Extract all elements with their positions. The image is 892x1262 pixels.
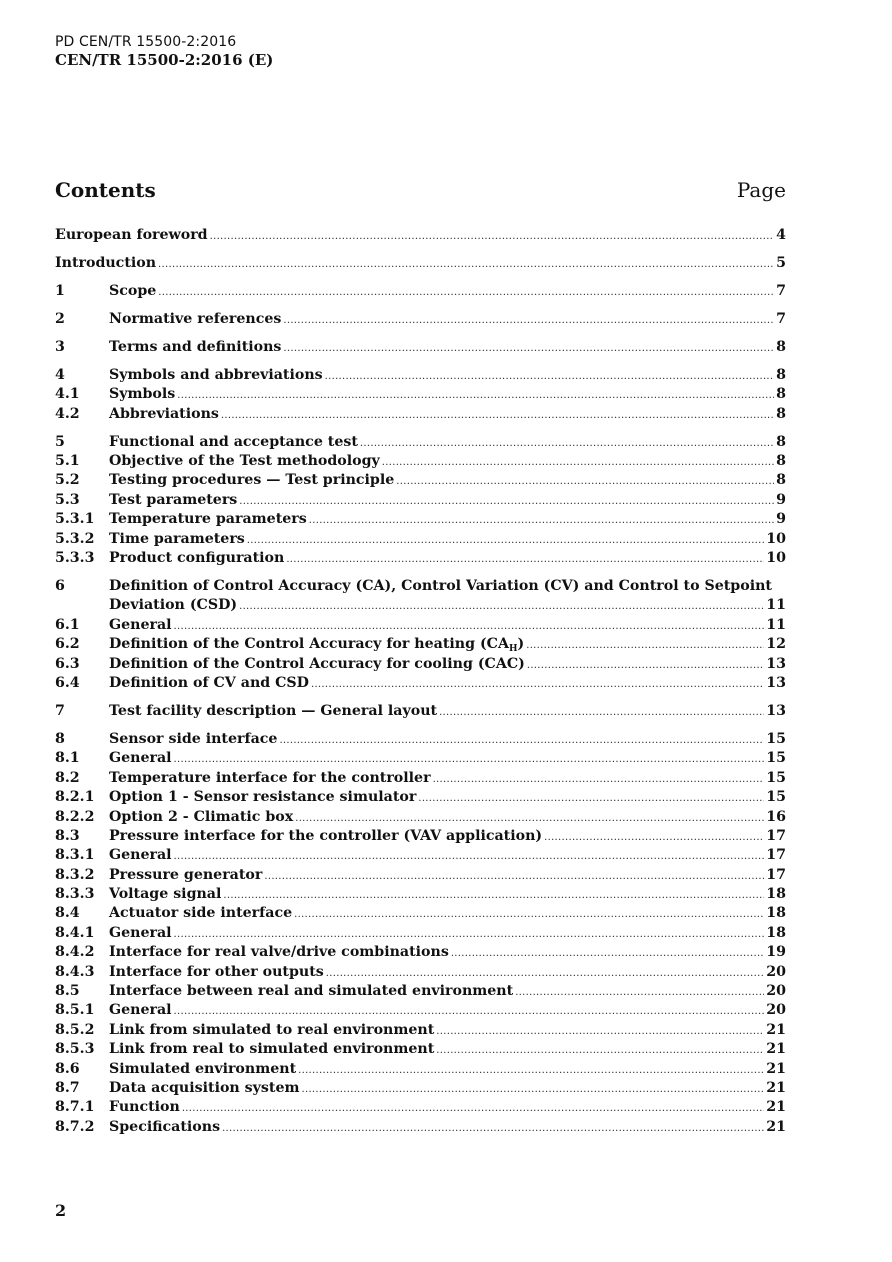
toc-entry-number: 4.2	[55, 405, 80, 422]
dot-leader	[418, 789, 764, 808]
toc-entry-number: 8.4.1	[55, 924, 95, 941]
toc-entry[interactable]	[55, 254, 786, 273]
toc-entry[interactable]	[55, 616, 786, 635]
toc-entry-number: 8.5	[55, 983, 80, 1000]
toc-entry-page: 8	[776, 472, 786, 489]
toc-entry-title: Voltage signal	[109, 886, 222, 903]
toc-entry-page: 8	[776, 405, 786, 422]
toc-entry-page: 21	[766, 1041, 786, 1058]
document-id-header-en: CEN/TR 15500-2:2016 (E)	[55, 51, 274, 69]
toc-entry-page: 17	[766, 847, 786, 864]
toc-entry-page: 15	[766, 789, 786, 806]
dot-leader	[295, 809, 764, 828]
toc-entry[interactable]	[55, 749, 786, 768]
toc-entry-number: 5.3	[55, 491, 80, 508]
toc-entry[interactable]	[55, 846, 786, 865]
dot-leader	[279, 731, 764, 750]
toc-entry[interactable]	[55, 338, 786, 357]
document-id-header: PD CEN/TR 15500-2:2016	[55, 34, 237, 50]
toc-entry-page: 21	[766, 1060, 786, 1077]
dot-leader	[433, 770, 765, 789]
toc-entry-number: 8.1	[55, 750, 80, 767]
toc-entry-number: 8	[55, 730, 65, 747]
toc-entry-number: 6.3	[55, 655, 80, 672]
dot-leader	[222, 1119, 764, 1138]
toc-entry-number: 1	[55, 282, 65, 299]
toc-entry-title: Option 2 - Climatic box	[109, 808, 294, 825]
toc-entry-title: Definition of the Control Accuracy for heating $(CA_H)$	[109, 636, 525, 655]
toc-entry[interactable]	[55, 549, 786, 568]
dot-leader	[158, 255, 774, 274]
toc-entry-number: 8.3.3	[55, 886, 95, 903]
toc-entry-title: Functional and acceptance test	[109, 433, 358, 450]
toc-entry-title-continuation: Deviation (CSD)	[109, 597, 238, 614]
toc-entry-page: 21	[766, 1079, 786, 1096]
dot-leader	[326, 964, 764, 983]
toc-entry-page: 8	[776, 386, 786, 403]
dot-leader	[294, 905, 764, 924]
toc-entry-number: 6.4	[55, 674, 80, 691]
dot-leader	[436, 1022, 764, 1041]
dot-leader	[158, 283, 774, 302]
toc-entry-number: 4.1	[55, 386, 80, 403]
toc-entry-title: Link from simulated to real environment	[109, 1021, 435, 1038]
dot-leader	[283, 311, 774, 330]
dot-leader	[177, 386, 774, 405]
toc-entry[interactable]	[55, 827, 786, 846]
toc-entry-number: 8.4	[55, 905, 80, 922]
dot-leader	[283, 339, 774, 358]
toc-entry-title: Link from real to simulated environment	[109, 1041, 435, 1058]
toc-entry-number: 6.1	[55, 616, 80, 633]
contents-heading: Contents	[55, 178, 156, 202]
dot-leader	[396, 472, 774, 491]
dot-leader	[302, 1080, 765, 1099]
dot-leader	[298, 1061, 764, 1080]
toc-entry-title: European foreword	[55, 227, 208, 243]
toc-entry[interactable]	[55, 963, 786, 982]
toc-entry-continuation[interactable]	[55, 596, 786, 615]
toc-entry-page: 20	[766, 1002, 786, 1019]
toc-entry-page: 9	[776, 511, 786, 528]
toc-entry-page: 8	[776, 366, 786, 383]
toc-entry-title: Interface for real valve/drive combinations	[109, 944, 449, 961]
dot-leader	[451, 944, 764, 963]
toc-entry-page: 4	[776, 227, 786, 243]
dot-leader	[286, 550, 764, 569]
toc-entry-page: 15	[766, 750, 786, 767]
toc-entry-page: 11	[766, 597, 786, 614]
toc-entry-page: 12	[766, 636, 786, 653]
toc-entry-number: 8.7.1	[55, 1099, 95, 1116]
toc-entry-title: Pressure interface for the controller (VAV application)	[109, 827, 543, 844]
toc-entry[interactable]	[55, 702, 786, 721]
toc-entry-page: 13	[766, 655, 786, 672]
toc-entry-number: 8.5.3	[55, 1041, 95, 1058]
toc-entry[interactable]	[55, 1079, 786, 1098]
toc-entry-title: General	[109, 847, 172, 864]
dot-leader	[221, 406, 774, 425]
toc-entry-number: 6	[55, 578, 65, 595]
toc-entry-title: General	[109, 750, 172, 767]
toc-entry[interactable]	[55, 510, 786, 529]
toc-entry-title: Pressure generator	[109, 866, 263, 883]
toc-entry-title: Symbols and abbreviations	[109, 366, 323, 383]
toc-entry[interactable]	[55, 982, 786, 1001]
toc-entry-number: 8.3.1	[55, 847, 95, 864]
toc-entry-title: Interface for other outputs	[109, 963, 324, 980]
toc-entry-title: Product configuration	[109, 550, 285, 567]
toc-entry[interactable]	[55, 226, 786, 245]
dot-leader	[436, 1041, 764, 1060]
toc-entry[interactable]	[55, 577, 786, 596]
dot-leader	[210, 227, 775, 246]
toc-entry-number: 8.2	[55, 769, 80, 786]
toc-entry-page: 16	[766, 808, 786, 825]
toc-entry-page: 15	[766, 730, 786, 747]
dot-leader	[174, 750, 765, 769]
toc-entry-page: 17	[766, 866, 786, 883]
dot-leader	[325, 367, 774, 386]
toc-entry[interactable]	[55, 1021, 786, 1040]
toc-entry-title: Option 1 - Sensor resistance simulator	[109, 789, 417, 806]
toc-entry-title: Test parameters	[109, 491, 238, 508]
toc-entry[interactable]	[55, 530, 786, 549]
toc-entry-number: 3	[55, 338, 65, 355]
toc-entry-page: 7	[776, 282, 786, 299]
toc-entry-title: Function	[109, 1099, 180, 1116]
toc-entry[interactable]	[55, 808, 786, 827]
toc-entry[interactable]	[55, 730, 786, 749]
toc-entry[interactable]	[55, 1060, 786, 1079]
toc-entry-title: Sensor side interface	[109, 730, 278, 747]
toc-entry[interactable]	[55, 310, 786, 329]
toc-entry[interactable]	[55, 491, 786, 510]
toc-entry-title: Interface between real and simulated environment	[109, 983, 514, 1000]
dot-leader	[223, 886, 764, 905]
toc-entry-number: 5.3.1	[55, 511, 95, 528]
dot-leader	[264, 867, 764, 886]
toc-entry[interactable]	[55, 788, 786, 807]
dot-leader	[239, 492, 774, 511]
toc-entry[interactable]	[55, 1098, 786, 1117]
toc-entry[interactable]	[55, 452, 786, 471]
toc-entry-page: 8	[776, 338, 786, 355]
dot-leader	[309, 511, 774, 530]
toc-entry-title: Symbols	[109, 386, 176, 403]
toc-entry-page: 20	[766, 983, 786, 1000]
toc-entry-page: 15	[766, 769, 786, 786]
toc-entry-title: Definition of CV and CSD	[109, 674, 309, 691]
toc-entry-number: 6.2	[55, 636, 80, 653]
toc-entry-page: 19	[766, 944, 786, 961]
dot-leader	[527, 656, 764, 675]
toc-entry-number: 7	[55, 702, 65, 719]
toc-entry-page: 18	[766, 905, 786, 922]
toc-entry-page: 8	[776, 453, 786, 470]
dot-leader	[174, 617, 765, 636]
toc-entry[interactable]	[55, 282, 786, 301]
toc-entry[interactable]	[55, 385, 786, 404]
toc-entry-title: Definition of Control Accuracy (CA), Control Variation (CV) and Control to Setpoint	[109, 578, 772, 595]
toc-entry-title: Simulated environment	[109, 1060, 297, 1077]
toc-entry-page: 18	[766, 886, 786, 903]
toc-entry-title: Data acquisition system	[109, 1079, 300, 1096]
toc-entry[interactable]	[55, 433, 786, 452]
toc-entry-title: Specifications	[109, 1118, 221, 1135]
toc-entry-page: 21	[766, 1099, 786, 1116]
toc-entry-page: 21	[766, 1118, 786, 1135]
toc-entry[interactable]	[55, 904, 786, 923]
toc-entry-number: 8.4.3	[55, 963, 95, 980]
toc-entry-title: General	[109, 924, 172, 941]
toc-entry-number: 4	[55, 366, 65, 383]
toc-entry-number: 8.3	[55, 827, 80, 844]
toc-entry-number: 5.3.3	[55, 550, 95, 567]
toc-entry-number: 5	[55, 433, 65, 450]
dot-leader	[360, 434, 774, 453]
toc-entry-title: Temperature interface for the controller	[109, 769, 431, 786]
toc-entry-title: Scope	[109, 282, 157, 299]
toc-entry[interactable]	[55, 1040, 786, 1059]
toc-entry-number: 8.7	[55, 1079, 80, 1096]
toc-entry-number: 5.1	[55, 453, 80, 470]
toc-entry-page: 10	[766, 550, 786, 567]
toc-entry-title: Testing procedures — Test principle	[109, 472, 395, 489]
dot-leader	[526, 636, 764, 655]
toc-entry-page: 8	[776, 433, 786, 450]
toc-entry-number: 8.5.1	[55, 1002, 95, 1019]
toc-entry[interactable]	[55, 655, 786, 674]
toc-entry-number: 5.2	[55, 472, 80, 489]
toc-entry-page: 11	[766, 616, 786, 633]
table-of-contents	[55, 226, 786, 1137]
dot-leader	[174, 1002, 765, 1021]
dot-leader	[515, 983, 764, 1002]
toc-entry[interactable]	[55, 943, 786, 962]
dot-leader	[174, 847, 765, 866]
toc-entry[interactable]	[55, 471, 786, 490]
dot-leader	[239, 597, 764, 616]
toc-entry-page: 7	[776, 310, 786, 327]
dot-leader	[311, 675, 764, 694]
toc-entry-number: 2	[55, 310, 65, 327]
toc-entry-title: Time parameters	[109, 530, 245, 547]
toc-entry[interactable]	[55, 635, 786, 654]
toc-entry-number: 8.7.2	[55, 1118, 95, 1135]
toc-entry-title: Temperature parameters	[109, 511, 307, 528]
toc-entry-title: Normative references	[109, 310, 282, 327]
toc-entry-page: 20	[766, 963, 786, 980]
toc-entry-title: Abbreviations	[109, 405, 219, 422]
toc-entry[interactable]	[55, 769, 786, 788]
toc-entry-number: 8.5.2	[55, 1021, 95, 1038]
toc-entry[interactable]	[55, 674, 786, 693]
toc-entry-number: 8.2.2	[55, 808, 95, 825]
dot-leader	[382, 453, 774, 472]
toc-entry-page: 17	[766, 827, 786, 844]
toc-entry-title: General	[109, 1002, 172, 1019]
toc-entry-page: 13	[766, 702, 786, 719]
toc-entry-page: 18	[766, 924, 786, 941]
page-number: 2	[55, 1201, 67, 1220]
toc-entry[interactable]	[55, 405, 786, 424]
dot-leader	[439, 703, 764, 722]
toc-entry-page: 5	[776, 254, 786, 271]
dot-leader	[174, 925, 765, 944]
toc-entry[interactable]	[55, 1118, 786, 1137]
toc-entry-title: Introduction	[55, 254, 157, 271]
toc-entry-title: Actuator side interface	[109, 905, 293, 922]
dot-leader	[182, 1099, 764, 1118]
toc-entry-title: Definition of the Control Accuracy for cooling (CAC)	[109, 655, 525, 672]
toc-entry-page: 21	[766, 1021, 786, 1038]
toc-entry-number: 8.3.2	[55, 866, 95, 883]
toc-entry-title: General	[109, 616, 172, 633]
dot-leader	[544, 828, 764, 847]
toc-entry-page: 9	[776, 491, 786, 508]
toc-entry[interactable]	[55, 366, 786, 385]
toc-entry-title: Terms and definitions	[109, 338, 282, 355]
toc-entry-title: Objective of the Test methodology	[109, 453, 380, 470]
toc-entry-number: 5.3.2	[55, 530, 95, 547]
dot-leader	[247, 531, 764, 550]
toc-entry[interactable]	[55, 924, 786, 943]
toc-entry-number: 8.2.1	[55, 789, 95, 806]
toc-entry-page: 10	[766, 530, 786, 547]
toc-entry-title: Test facility description — General layout	[109, 702, 438, 719]
toc-entry[interactable]	[55, 1001, 786, 1020]
toc-entry-number: 8.4.2	[55, 944, 95, 961]
toc-entry[interactable]	[55, 866, 786, 885]
page-column-label: Page	[736, 178, 786, 202]
toc-entry-page: 13	[766, 674, 786, 691]
toc-entry-number: 8.6	[55, 1060, 80, 1077]
toc-entry[interactable]	[55, 885, 786, 904]
